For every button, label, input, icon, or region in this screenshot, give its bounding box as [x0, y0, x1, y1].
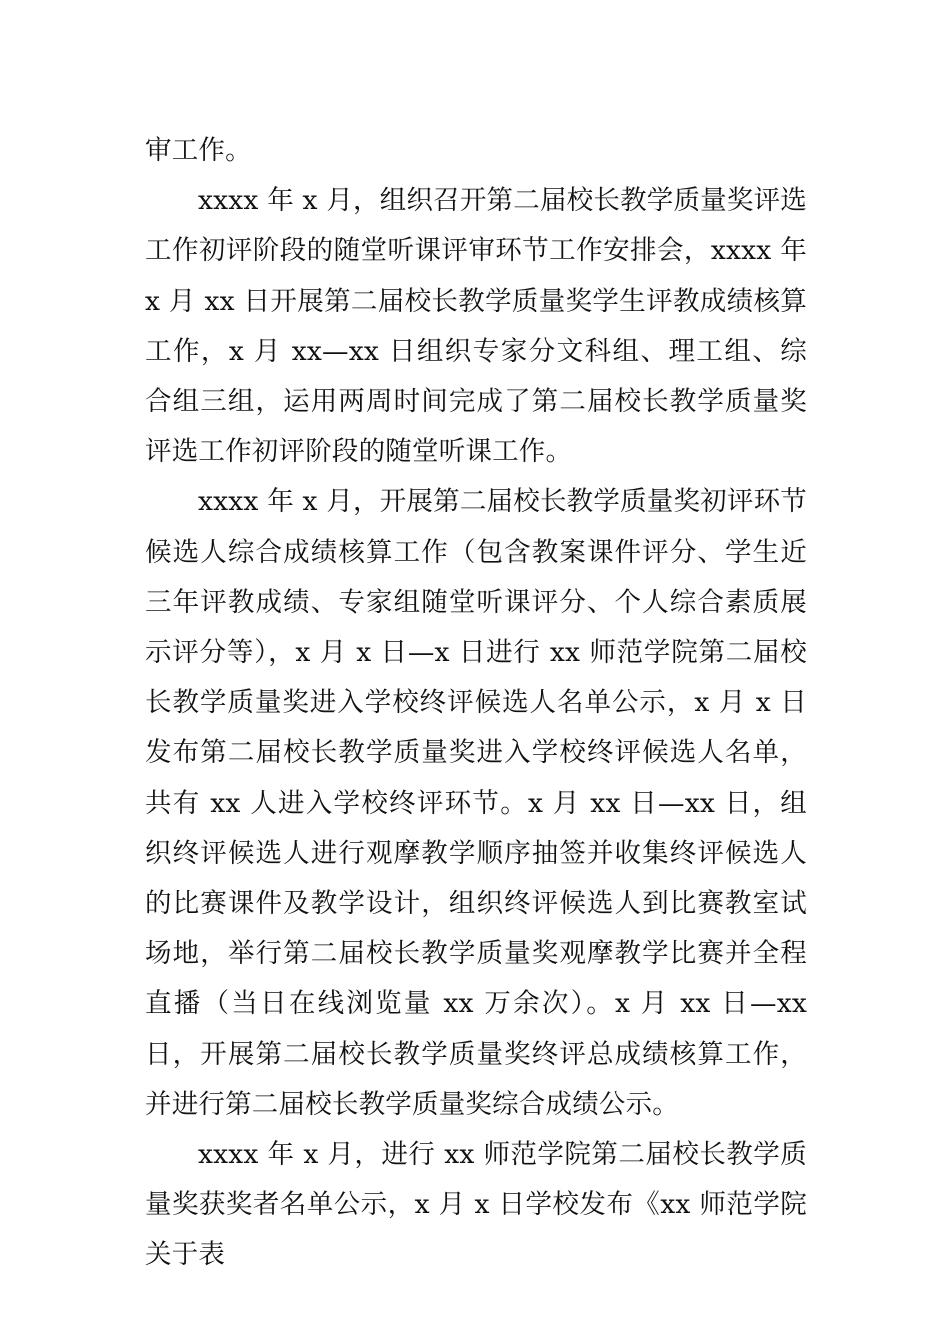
paragraph-4: xxxx 年 x 月，进行 xx 师范学院第二届校长教学质量奖获奖者名单公示，x 月 x 日学校发布《xx 师范学院关于表	[145, 1139, 807, 1271]
paragraph-1: 审工作。	[145, 135, 252, 166]
document-body	[145, 126, 807, 1281]
paragraph-3: xxxx 年 x 月，开展第二届校长教学质量奖初评环节候选人综合成绩核算工作（包含教案课件评分、学生近三年评教成绩、专家组随堂听课评分、个人综合素质展示评分等），x 月 x 日—x 日进行 xx 师范学院第二届校长教学质量奖进入学校终评候选人名单公示，x 月 x 日发布第二届校长教学质量奖进入学校终评候选人名单，共有 xx 人进入学校终评环节。x 月 xx 日—xx 日，组织终评候选人进行观摩教学顺序抽签并收集终评候选人的比赛课件及教学设计，组织终评候选人到比赛教室试场地，举行第二届校长教学质量奖观摩教学比赛并全程直播（当日在线浏览量 xx 万余次）。x 月 xx 日—xx 日，开展第二届校长教学质量奖终评总成绩核算工作，并进行第二届校长教学质量奖综合成绩公示。	[145, 486, 807, 1120]
paragraph-2: xxxx 年 x 月，组织召开第二届校长教学质量奖评选工作初评阶段的随堂听课评审环节工作安排会，xxxx 年 x 月 xx 日开展第二届校长教学质量奖学生评教成绩核算工作，x 月 xx—xx 日组织专家分文科组、理工组、综合组三组，运用两周时间完成了第二届校长教学质量奖评选工作初评阶段的随堂听课工作。	[145, 185, 807, 468]
